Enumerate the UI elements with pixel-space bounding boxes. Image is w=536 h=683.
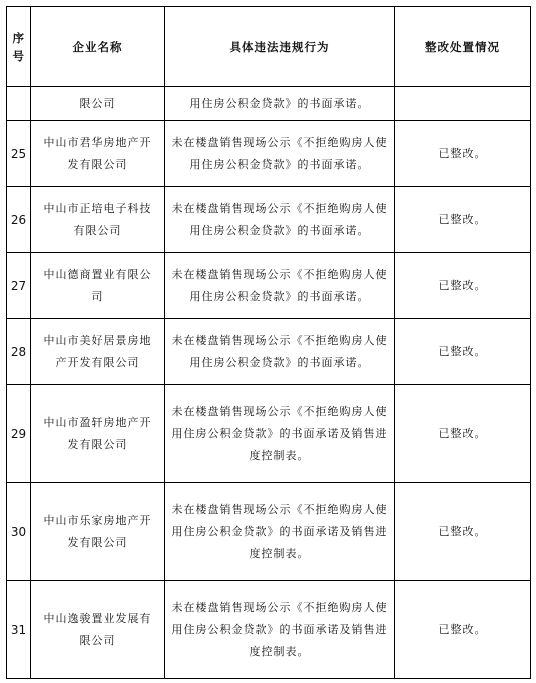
cell-violation <box>165 121 395 187</box>
cell-violation-line: 度控制表。 <box>249 644 310 658</box>
cell-violation <box>165 187 395 253</box>
cell-company <box>31 319 165 385</box>
cell-company <box>31 187 165 253</box>
cell-company-line: 中山市君华房地产开 <box>43 135 152 149</box>
cell-violation-line: 未在楼盘销售现场公示《不拒绝购房人使 <box>171 333 388 347</box>
cell-company <box>31 253 165 319</box>
cell-violation-line: 未在楼盘销售现场公示《不拒绝购房人使 <box>171 267 388 281</box>
header-row <box>7 7 531 87</box>
header-no: 序号 <box>7 7 31 87</box>
cell-violation-line: 用住房公积金贷款》的书面承诺及销售进 <box>171 524 388 538</box>
cell-violation-line: 用住房公积金贷款》的书面承诺及销售进 <box>171 622 388 636</box>
cell-violation <box>165 319 395 385</box>
table-row <box>7 253 531 319</box>
cell-no: 31 <box>7 581 31 679</box>
header-handling: 整改处置情况 <box>395 7 531 87</box>
cell-no: 30 <box>7 483 31 581</box>
cell-company-line: 中山市乐家房地产开 <box>43 513 152 527</box>
cell-violation-line: 用住房公积金贷款》的书面承诺。 <box>189 157 370 171</box>
cell-violation <box>165 253 395 319</box>
cell-handling: 已整改。 <box>395 121 531 187</box>
table-row <box>7 187 531 253</box>
cell-violation-line: 未在楼盘销售现场公示《不拒绝购房人使 <box>171 404 388 418</box>
cell-company <box>31 581 165 679</box>
cell-handling: 已整改。 <box>395 187 531 253</box>
cell-violation-line: 未在楼盘销售现场公示《不拒绝购房人使 <box>171 502 388 516</box>
header-violation: 具体违法违规行为 <box>165 7 395 87</box>
cell-handling: 已整改。 <box>395 385 531 483</box>
table-row <box>7 87 531 121</box>
cell-violation-line: 度控制表。 <box>249 546 310 560</box>
cell-company <box>31 121 165 187</box>
cell-handling <box>395 87 531 121</box>
cell-no: 27 <box>7 253 31 319</box>
cell-company-line: 有限公司 <box>73 223 122 237</box>
cell-company-line: 发有限公司 <box>67 437 128 451</box>
table-row <box>7 483 531 581</box>
cell-violation <box>165 385 395 483</box>
cell-no <box>7 87 31 121</box>
cell-violation-line: 未在楼盘销售现场公示《不拒绝购房人使 <box>171 135 388 149</box>
cell-violation-line: 未在楼盘销售现场公示《不拒绝购房人使 <box>171 600 388 614</box>
cell-company <box>31 483 165 581</box>
cell-company-line: 限公司 <box>79 633 116 647</box>
cell-violation <box>165 483 395 581</box>
table-row <box>7 385 531 483</box>
cell-company-line: 中山德商置业有限公 <box>43 267 152 281</box>
cell-handling: 已整改。 <box>395 319 531 385</box>
cell-no: 25 <box>7 121 31 187</box>
cell-violation-line: 用住房公积金贷款》的书面承诺。 <box>189 223 370 237</box>
cell-no: 29 <box>7 385 31 483</box>
cell-violation-line: 未在楼盘销售现场公示《不拒绝购房人使 <box>171 201 388 215</box>
cell-handling: 已整改。 <box>395 253 531 319</box>
cell-no: 28 <box>7 319 31 385</box>
cell-company-line: 司 <box>91 289 104 303</box>
cell-company-line: 限公司 <box>79 96 116 110</box>
table-row <box>7 319 531 385</box>
cell-violation <box>165 581 395 679</box>
cell-company-line: 发有限公司 <box>67 157 128 171</box>
cell-company-line: 中山市盈轩房地产开 <box>43 415 152 429</box>
cell-company-line: 中山市正培电子科技 <box>43 201 152 215</box>
cell-company-line: 发有限公司 <box>67 535 128 549</box>
violations-table <box>6 6 531 679</box>
cell-company-line: 中山市美好居景房地 <box>43 333 152 347</box>
table-row <box>7 121 531 187</box>
cell-no: 26 <box>7 187 31 253</box>
header-company: 企业名称 <box>31 7 165 87</box>
cell-handling: 已整改。 <box>395 483 531 581</box>
cell-violation <box>165 87 395 121</box>
cell-violation-line: 用住房公积金贷款》的书面承诺。 <box>189 355 370 369</box>
cell-violation-line: 用住房公积金贷款》的书面承诺。 <box>189 289 370 303</box>
cell-company-line: 产开发有限公司 <box>55 355 140 369</box>
cell-violation-line: 用住房公积金贷款》的书面承诺。 <box>189 96 370 110</box>
cell-company-line: 中山逸骏置业发展有 <box>43 611 152 625</box>
cell-company <box>31 87 165 121</box>
cell-handling: 已整改。 <box>395 581 531 679</box>
cell-violation-line: 度控制表。 <box>249 448 310 462</box>
cell-violation-line: 用住房公积金贷款》的书面承诺及销售进 <box>171 426 388 440</box>
table-row <box>7 581 531 679</box>
cell-company <box>31 385 165 483</box>
